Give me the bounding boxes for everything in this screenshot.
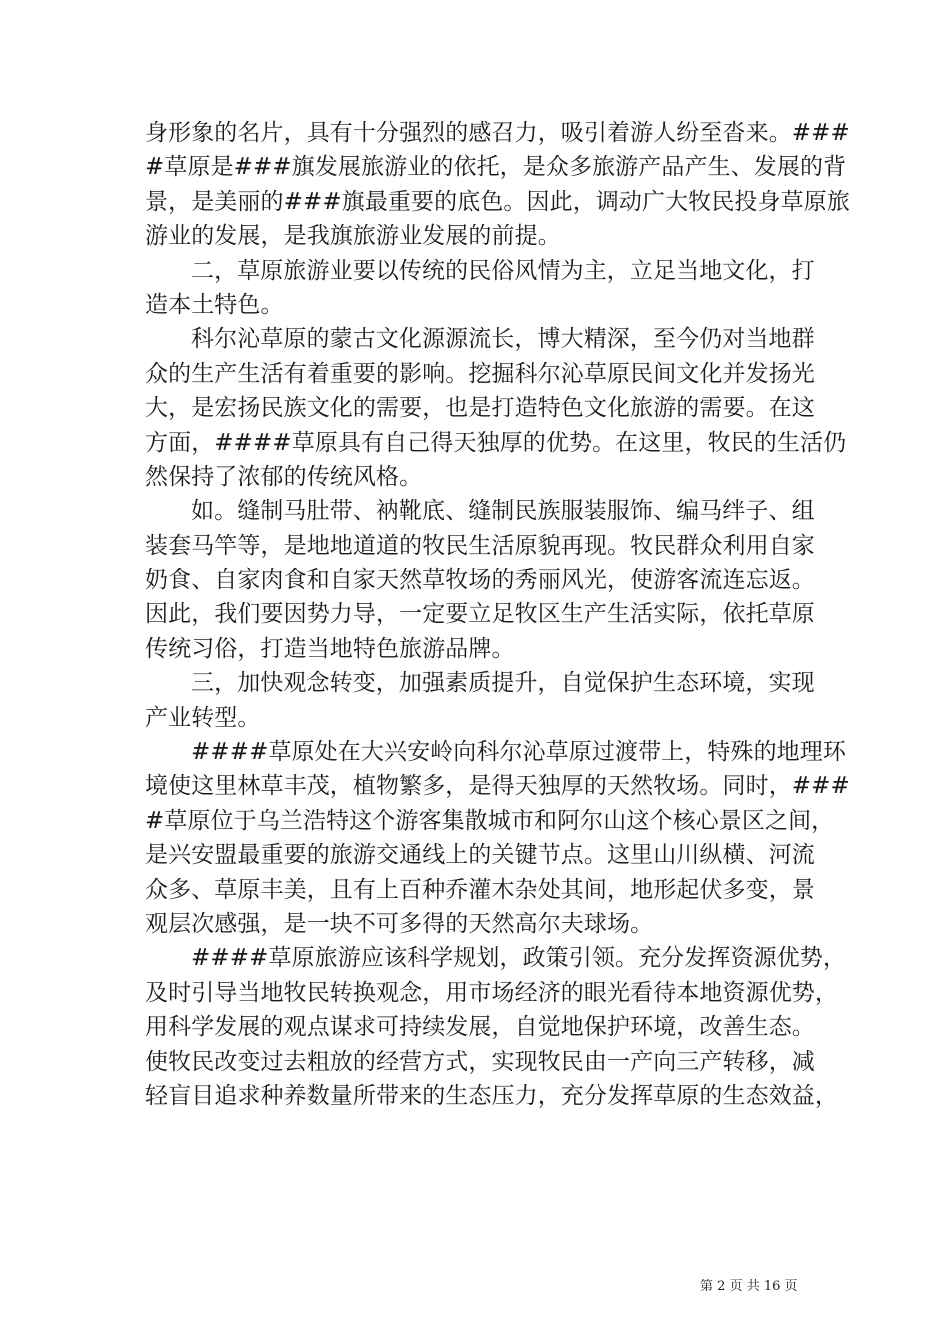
text-line: 众多、草原丰美，且有上百种乔灌木杂处其间，地形起伏多变，景 (145, 876, 815, 903)
text-line: 方面，####草原具有自己得天独厚的优势。在这里，牧民的生活仍 (145, 429, 847, 456)
text-line: 科尔沁草原的蒙古文化源源流长，博大精深，至今仍对当地群 (191, 326, 815, 353)
text-line: 产业转型。 (145, 704, 261, 731)
text-line: 使牧民改变过去粗放的经营方式，实现牧民由一产向三产转移，减 (145, 1048, 815, 1075)
footer-current-page: 2 (717, 1279, 726, 1294)
text-line: 三，加快观念转变，加强素质提升，自觉保护生态环境，实现 (191, 670, 815, 697)
page-footer (700, 1278, 798, 1296)
text-line: #草原位于乌兰浩特这个游客集散城市和阿尔山这个核心景区之间， (145, 807, 835, 834)
text-line: 众的生产生活有着重要的影响。挖掘科尔沁草原民间文化并发扬光 (145, 360, 815, 387)
text-line: 奶食、自家肉食和自家天然草牧场的秀丽风光，使游客流连忘返。 (145, 567, 815, 594)
document-body (145, 116, 850, 1113)
text-line: #草原是###旗发展旅游业的依托，是众多旅游产品产生、发展的背 (145, 154, 847, 181)
text-line: 造本土特色。 (145, 291, 284, 318)
text-line: 境使这里林草丰茂，植物繁多，是得天独厚的天然牧场。同时，### (145, 773, 850, 800)
footer-middle: 页 共 (729, 1279, 760, 1294)
text-line: 如。缝制马肚带、衲靴底、缝制民族服装服饰、编马绊子、组 (191, 498, 815, 525)
text-line: ####草原旅游应该科学规划，政策引领。充分发挥资源优势， (191, 945, 846, 972)
text-line: 游业的发展，是我旗旅游业发展的前提。 (145, 223, 561, 250)
text-line: 轻盲目追求种养数量所带来的生态压力，充分发挥草原的生态效益， (145, 1082, 838, 1109)
text-line: ####草原处在大兴安岭向科尔沁草原过渡带上，特殊的地理环 (191, 739, 846, 766)
text-line: 是兴安盟最重要的旅游交通线上的关键节点。这里山川纵横、河流 (145, 842, 815, 869)
text-line: 大，是宏扬民族文化的需要，也是打造特色文化旅游的需要。在这 (145, 395, 815, 422)
text-line: 然保持了浓郁的传统风格。 (145, 463, 423, 490)
text-line: 景，是美丽的###旗最重要的底色。因此，调动广大牧民投身草原旅 (145, 188, 850, 215)
text-line: 二，草原旅游业要以传统的民俗风情为主，立足当地文化，打 (191, 257, 815, 284)
text-line: 观层次感强，是一块不可多得的天然高尔夫球场。 (145, 910, 654, 937)
text-line: 传统习俗，打造当地特色旅游品牌。 (145, 635, 515, 662)
text-line: 及时引导当地牧民转换观念，用市场经济的眼光看待本地资源优势， (145, 979, 838, 1006)
footer-suffix: 页 (784, 1279, 798, 1294)
footer-prefix: 第 (700, 1279, 714, 1294)
text-line: 身形象的名片，具有十分强烈的感召力，吸引着游人纷至沓来。### (145, 120, 850, 146)
text-line: 因此，我们要因势力导，一定要立足牧区生产生活实际，依托草原 (145, 601, 815, 628)
text-line: 装套马竿等，是地地道道的牧民生活原貌再现。牧民群众利用自家 (145, 532, 815, 559)
footer-total-pages: 16 (763, 1279, 781, 1294)
text-line: 用科学发展的观点谋求可持续发展，自觉地保护环境，改善生态。 (145, 1014, 815, 1041)
